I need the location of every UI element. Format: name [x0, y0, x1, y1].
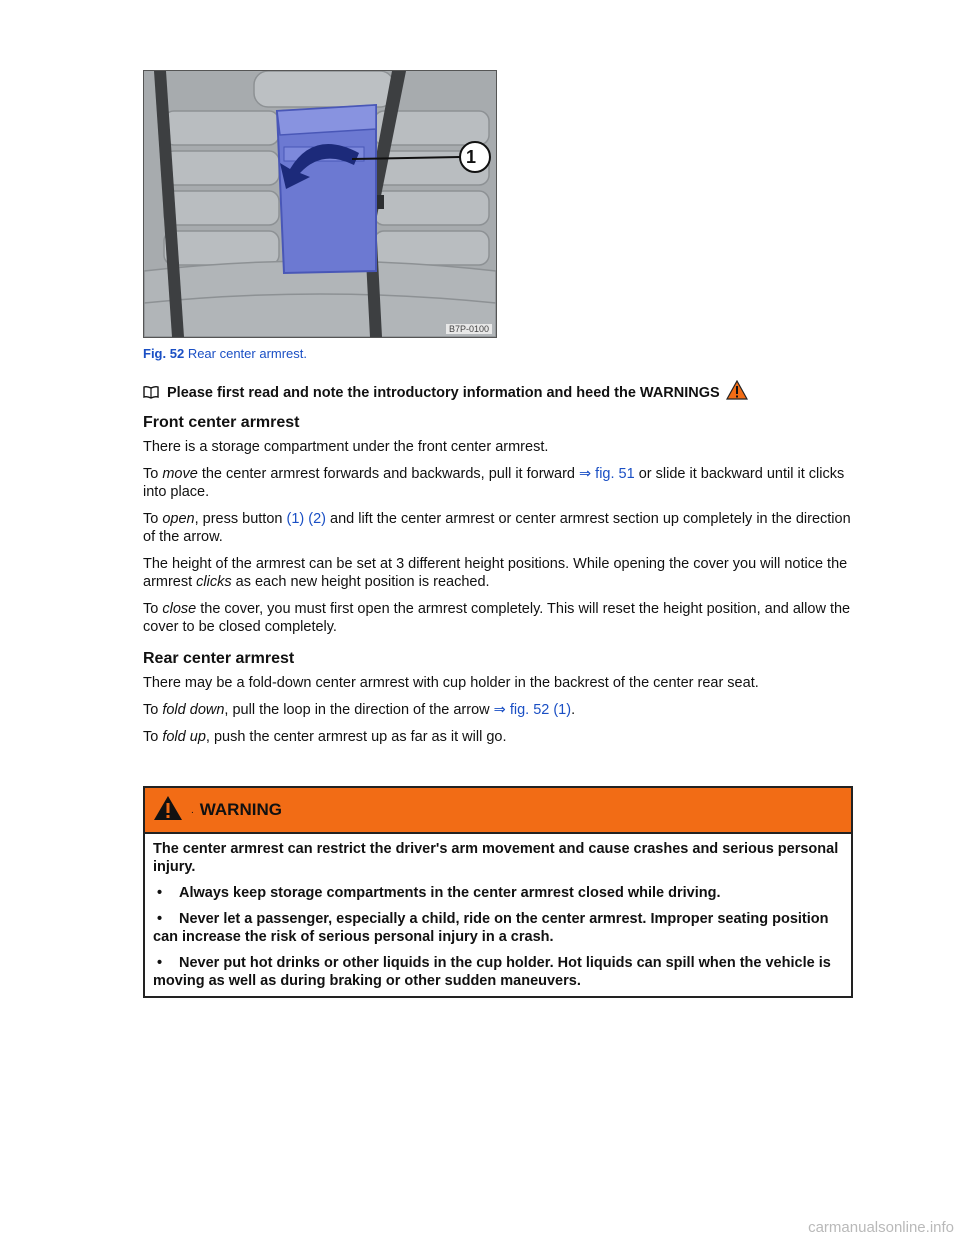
rear-armrest-heading: Rear center armrest — [143, 650, 295, 667]
warning-dot: . — [191, 804, 194, 816]
main-content — [143, 414, 853, 755]
front-paragraph-1: There is a storage compartment under the front center armrest. — [143, 439, 549, 455]
intro-note — [143, 380, 748, 404]
warning-header — [145, 788, 851, 834]
rear-paragraph-3: To fold up, push the center armrest up as far as it will go. — [143, 729, 507, 745]
warning-icon — [153, 795, 183, 826]
callout-number: 1 — [466, 147, 477, 167]
figure-caption — [143, 346, 307, 361]
front-paragraph-4: The height of the armrest can be set at 3 different height positions. While opening the cover you will notice the armrest clicks as each new height position is reached. — [143, 556, 848, 590]
link-button-1-2[interactable]: (1) (2) — [286, 511, 326, 527]
figure-number: Fig. 52 — [143, 346, 185, 361]
rear-paragraph-2: To fold down, pull the loop in the direction of the arrow ⇒ fig. 52 (1). — [143, 702, 576, 718]
warning-item: • Always keep storage compartments in the center armrest closed while driving. — [157, 885, 721, 901]
rear-seat-illustration — [144, 71, 496, 337]
watermark: carmanualsonline.info — [808, 1219, 954, 1236]
figure-code: B7P-0100 — [446, 324, 492, 334]
warning-item: • Never let a passenger, especially a child, ride on the center armrest. Improper seating position can increase the risk of serious personal injury in a crash. — [153, 911, 829, 945]
rear-armrest-figure — [143, 70, 497, 338]
warning-body — [145, 834, 851, 996]
warning-item: • Never put hot drinks or other liquids in the cup holder. Hot liquids can spill when the vehicle is moving as well as during braking or other sudden maneuvers. — [153, 955, 831, 989]
front-paragraph-3: To open, press button (1) (2) and lift the center armrest or center armrest section up completely in the direction of the arrow. — [143, 511, 851, 545]
front-paragraph-5: To close the cover, you must first open the armrest completely. This will reset the height position, and allow the cover to be closed completely. — [143, 601, 851, 635]
figure-caption-text: Rear center armrest. — [187, 346, 308, 361]
warning-triangle-icon[interactable] — [726, 380, 748, 404]
link-fig-51[interactable]: ⇒ fig. 51 — [579, 466, 635, 482]
book-icon — [143, 385, 159, 403]
warning-title: WARNING — [199, 800, 282, 819]
warning-box — [143, 786, 853, 998]
intro-text: Please first read and note the introductory information and heed the WARNINGS — [167, 385, 720, 401]
warning-lead: The center armrest can restrict the driver's arm movement and cause crashes and serious personal injury. — [153, 841, 839, 875]
rear-paragraph-1: There may be a fold-down center armrest with cup holder in the backrest of the center rear seat. — [143, 675, 759, 691]
link-fig-52[interactable]: ⇒ fig. 52 (1) — [493, 702, 572, 718]
front-armrest-heading: Front center armrest — [143, 414, 300, 431]
front-paragraph-2: To move the center armrest forwards and backwards, pull it forward ⇒ fig. 51 or slide it backward until it clicks into place. — [143, 466, 845, 500]
